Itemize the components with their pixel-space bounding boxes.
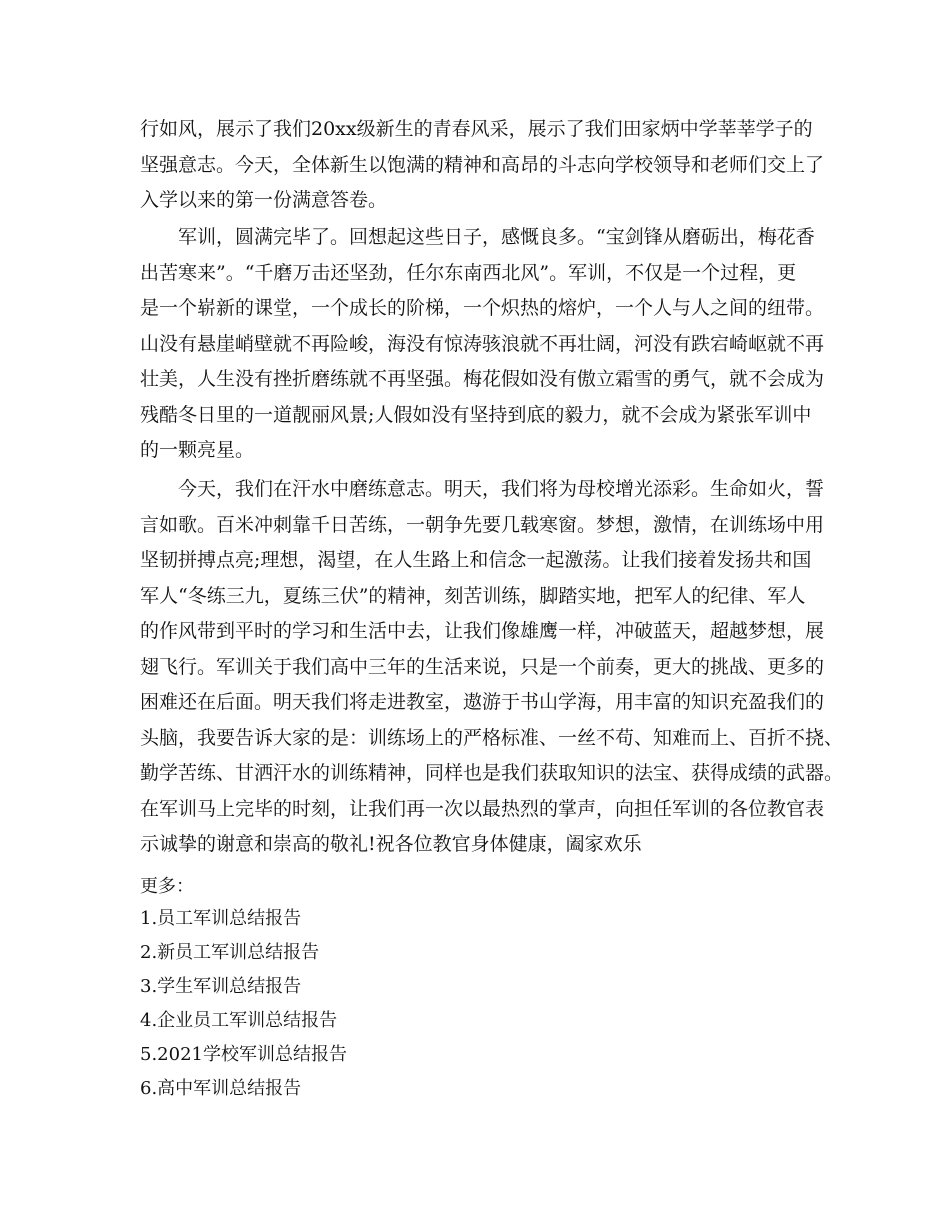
paragraph-1 xyxy=(140,112,825,219)
text-line: 山没有悬崖峭壁就不再险峻，海没有惊涛骇浪就不再壮阔，河没有跌宕崎岖就不再 xyxy=(140,332,825,355)
related-link[interactable]: 2.新员工军训总结报告 xyxy=(140,942,320,963)
text-line: 头脑，我要告诉大家的是：训练场上的严格标准、一丝不苟、知难而上、百折不挠、 xyxy=(140,726,844,749)
paragraph-3 xyxy=(140,472,844,863)
text-line: 残酷冬日里的一道靓丽风景;人假如没有坚持到底的毅力，就不会成为紧张军训中 xyxy=(140,403,812,426)
related-link[interactable]: 3.学生军训总结报告 xyxy=(140,976,302,997)
text-line: 入学以来的第一份满意答卷。 xyxy=(140,189,388,211)
list-item xyxy=(140,936,347,970)
text-line: 勤学苦练、甘洒汗水的训练精神，同样也是我们获取知识的法宝、获得成绩的武器。 xyxy=(140,762,844,784)
text-line: 今天，我们在汗水中磨练意志。明天，我们将为母校增光添彩。生命如火，誓 xyxy=(178,478,825,500)
related-link[interactable]: 1.员工军训总结报告 xyxy=(140,908,302,929)
text-line: 的一颗亮星。 xyxy=(140,439,255,461)
related-links-list xyxy=(140,902,347,1106)
list-item xyxy=(140,902,347,936)
text-line: 出苦寒来”。“千磨万击还坚劲，任尔东南西北风”。军训，不仅是一个过程，更 xyxy=(140,261,797,284)
text-line: 示诚挚的谢意和崇高的敬礼!祝各位教官身体健康，阖家欢乐 xyxy=(140,833,642,855)
text-line: 的作风带到平时的学习和生活中去，让我们像雄鹰一样，冲破蓝天，超越梦想，展 xyxy=(140,620,825,642)
list-item xyxy=(140,1038,347,1072)
more-label: 更多： xyxy=(140,876,194,897)
text-line: 坚强意志。今天，全体新生以饱满的精神和高昂的斗志向学校领导和老师们交上了 xyxy=(140,153,825,176)
paragraph-2 xyxy=(140,220,825,469)
text-line: 困难还在后面。明天我们将走进教室，遨游于书山学海，用丰富的知识充盈我们的 xyxy=(140,691,825,713)
text-line: 壮美，人生没有挫折磨练就不再坚强。梅花假如没有傲立霜雪的勇气，就不会成为 xyxy=(140,368,825,390)
text-line: 在军训马上完毕的时刻，让我们再一次以最热烈的掌声，向担任军训的各位教官表 xyxy=(140,797,825,820)
text-line: 军人“冬练三九，夏练三伏”的精神，刻苦训练，脚踏实地，把军人的纪律、军人 xyxy=(140,584,806,607)
text-line: 是一个崭新的课堂，一个成长的阶梯，一个炽热的熔炉，一个人与人之间的纽带。 xyxy=(140,297,825,319)
related-link[interactable]: 6.高中军训总结报告 xyxy=(140,1078,302,1099)
list-item xyxy=(140,1072,347,1106)
list-item xyxy=(140,970,347,1004)
text-line: 军训，圆满完毕了。回想起这些日子，感慨良多。“宝剑锋从磨砺出，梅花香 xyxy=(178,226,815,248)
related-link[interactable]: 5.2021学校军训总结报告 xyxy=(140,1044,347,1065)
text-line: 坚韧拼搏点亮;理想，渴望，在人生路上和信念一起激荡。让我们接着发扬共和国 xyxy=(140,549,812,571)
text-line: 行如风，展示了我们20xx级新生的青春风采，展示了我们田家炳中学莘莘学子的 xyxy=(140,118,813,140)
text-line: 言如歌。百米冲刺靠千日苦练，一朝争先要几载寒窗。梦想，激情，在训练场中用 xyxy=(140,513,825,536)
list-item xyxy=(140,1004,347,1038)
text-line: 翅飞行。军训关于我们高中三年的生活来说，只是一个前奏，更大的挑战、更多的 xyxy=(140,655,825,678)
related-link[interactable]: 4.企业员工军训总结报告 xyxy=(140,1010,338,1031)
